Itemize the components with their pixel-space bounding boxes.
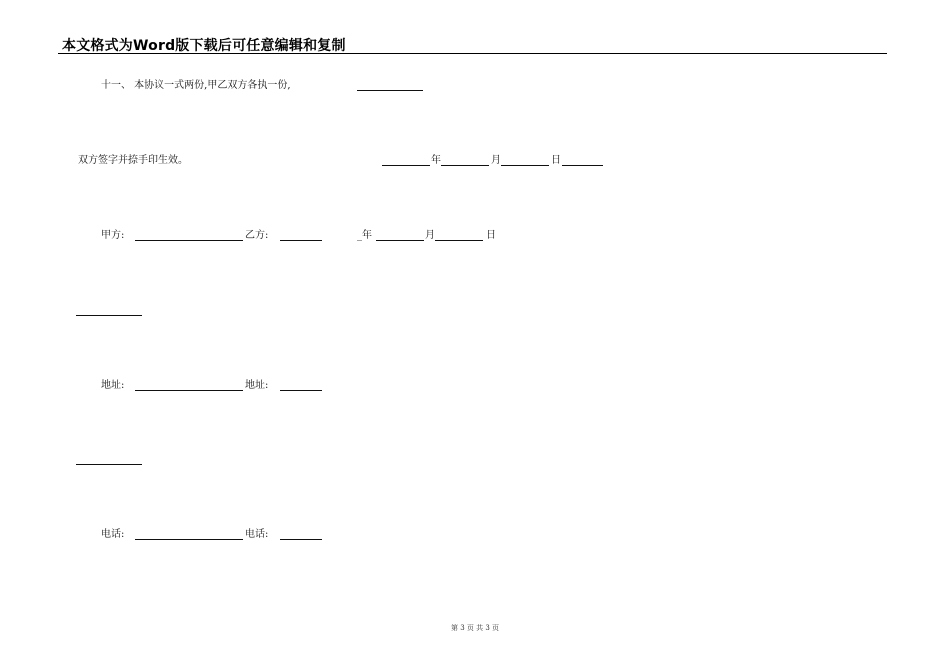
clause-eleven-text: 十一、 本协议一式两份,甲乙双方各执一份, (101, 80, 291, 91)
date-year-label: 年 (431, 155, 441, 166)
address-a-label: 地址: (101, 380, 125, 391)
date-month-blank (441, 165, 489, 166)
phone-b-label: 电话: (245, 529, 269, 540)
page-number-footer: 第 3 页 共 3 页 (450, 624, 500, 632)
signature-blank (76, 315, 142, 316)
date-month-label: 月 (491, 155, 501, 166)
party-b-blank (280, 240, 322, 241)
phone-a-blank (135, 539, 243, 540)
phone-a-label: 电话: (101, 529, 125, 540)
date2-day-blank (435, 240, 483, 241)
address-b-label: 地址: (245, 380, 269, 391)
clause-blank (357, 90, 423, 91)
party-a-label: 甲方: (101, 230, 125, 241)
page-header-title: 本文格式为Word版下载后可任意编辑和复制 (62, 38, 346, 54)
address-a-blank (135, 390, 243, 391)
address-b-blank (280, 390, 322, 391)
date-year-blank (382, 165, 430, 166)
party-a-blank (135, 240, 243, 241)
header-divider (58, 53, 887, 54)
date2-month-blank (376, 240, 424, 241)
phone-b-blank (280, 539, 322, 540)
date2-day-label: 日 (486, 230, 496, 241)
date2-month-label: 月 (425, 230, 435, 241)
party-b-label: 乙方: (245, 230, 269, 241)
signing-effective-text: 双方签字并捺手印生效。 (78, 155, 188, 166)
date-trailing-blank (562, 165, 603, 166)
date-day-label: 日 (551, 155, 561, 166)
address-continuation-blank (76, 464, 142, 465)
date2-year-label: _年 (357, 230, 372, 241)
date-day-blank (501, 165, 549, 166)
